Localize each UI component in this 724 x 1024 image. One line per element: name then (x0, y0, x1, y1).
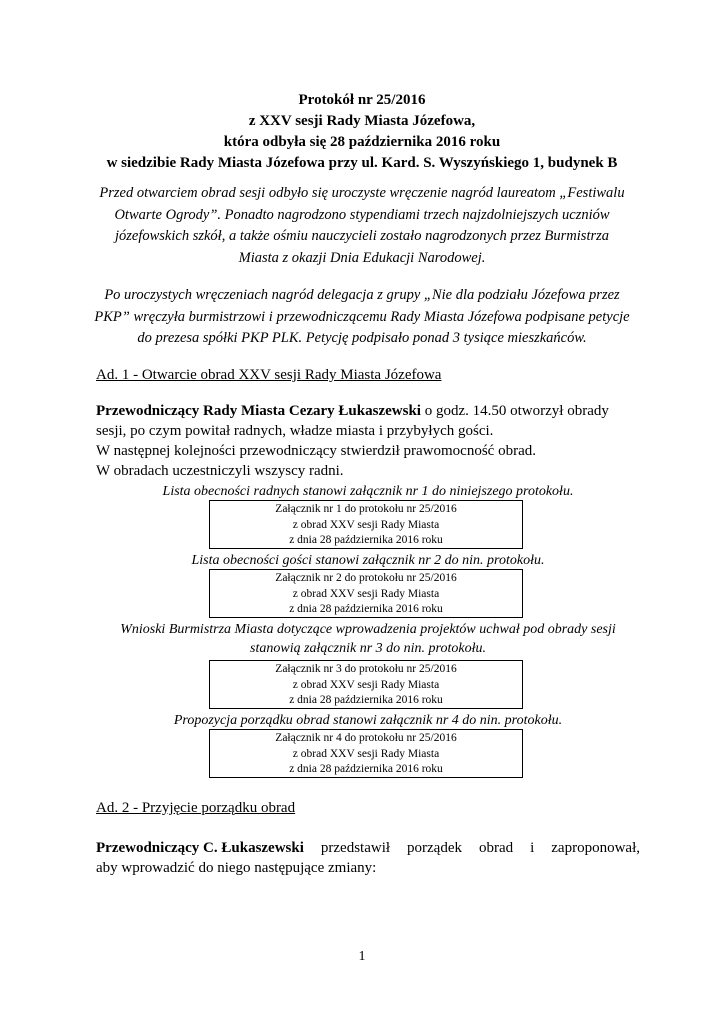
box-line: Załącznik nr 1 do protokołu nr 25/2016 (275, 503, 457, 515)
protocol-header (60, 90, 664, 174)
attachment-box-1 (209, 500, 523, 549)
text-line: aby wprowadzić do niego następujące zmiany: (96, 860, 377, 876)
attachment-box-2 (209, 569, 523, 618)
date-line: która odbyła się 28 października 2016 roku (223, 134, 501, 150)
box-line: z obrad XXV sesji Rady Miasta (292, 747, 440, 760)
attachment-caption-4: Propozycja porządku obrad stanowi załącznik nr 4 do nin. protokołu. (173, 713, 563, 728)
text-line: Miasta z okazji Dnia Edukacji Narodowej. (238, 249, 486, 266)
attachment-caption-2: Lista obecności gości stanowi załącznik nr 2 do nin. protokołu. (191, 553, 545, 568)
text-line: józefowskich szkół, a także ośmiu nauczycieli zostało nagrodzonych przez Burmistrza (114, 228, 610, 244)
text-line (96, 401, 640, 421)
box-line: Załącznik nr 4 do protokołu nr 25/2016 (275, 732, 457, 744)
text-line: sesji, po czym powitał radnych, władze miasta i przybyłych gości. (96, 423, 494, 439)
page-number: 1 (358, 949, 366, 964)
text-line: Po uroczystych wręczeniach nagród delegacja z grupy „Nie dla podziału Józefowa przez (104, 287, 620, 303)
chairman-name: Przewodniczący Rady Miasta Cezary Łukaszewski (96, 403, 421, 419)
word: i (530, 840, 535, 856)
text-line: W obradach uczestniczyli wszyscy radni. (96, 463, 344, 479)
caption-line: Wnioski Burmistrza Miasta dotyczące wprowadzenia projektów uchwał pod obrady sesji (120, 622, 616, 637)
ad2-paragraph (96, 838, 640, 878)
attachment-box-3 (209, 660, 523, 709)
box-line: Załącznik nr 3 do protokołu nr 25/2016 (275, 663, 457, 675)
session-line: z XXV sesji Rady Miasta Józefowa, (248, 113, 476, 129)
section-heading-ad2: Ad. 2 - Przyjęcie porządku obrad (96, 800, 296, 816)
text-line: W następnej kolejności przewodniczący stwierdził prawomocność obrad. (96, 443, 536, 459)
location-line: w siedzibie Rady Miasta Józefowa przy ul. Kard. S. Wyszyńskiego 1, budynek B (106, 155, 618, 171)
word: obrad (478, 840, 514, 856)
ad1-paragraph (96, 401, 640, 481)
intro-paragraph-petition (90, 285, 634, 350)
text-line: Otwarte Ogrody”. Ponadto nagrodzono stypendiami trzech najzdolniejszych uczniów (114, 206, 610, 223)
text-fragment: o godz. 14.50 otworzył obrady (420, 403, 609, 419)
text-line: Przed otwarciem obrad sesji odbyło się uroczyste wręczenie nagród laureatom „Festiwalu (99, 185, 625, 201)
box-line: z obrad XXV sesji Rady Miasta (292, 678, 440, 691)
box-line: z obrad XXV sesji Rady Miasta (292, 587, 440, 600)
box-line: z dnia 28 października 2016 roku (289, 603, 443, 615)
box-line: z dnia 28 października 2016 roku (289, 694, 443, 706)
attachment-caption-1: Lista obecności radnych stanowi załącznik nr 1 do niniejszego protokołu. (162, 484, 574, 499)
caption-line: stanowią załącznik nr 3 do nin. protokołu. (250, 641, 486, 656)
box-line: z dnia 28 października 2016 roku (289, 534, 443, 546)
word: przedstawił (320, 840, 391, 856)
chairman-name: Przewodniczący C. Łukaszewski (96, 840, 304, 856)
protocol-title: Protokół nr 25/2016 (298, 92, 426, 108)
box-line: z obrad XXV sesji Rady Miasta (292, 518, 440, 531)
text-line (96, 838, 640, 858)
box-line: Załącznik nr 2 do protokołu nr 25/2016 (275, 572, 457, 584)
intro-paragraph-awards (90, 183, 634, 269)
text-line: do prezesa spółki PKP PLK. Petycję podpisało ponad 3 tysiące mieszkańców. (137, 330, 587, 346)
attachment-caption-3 (96, 620, 640, 658)
attachment-box-4 (209, 729, 523, 778)
text-line: PKP” wręczyła burmistrzowi i przewodniczącemu Rady Miasta Józefowa podpisane petycje (94, 308, 630, 325)
box-line: z dnia 28 października 2016 roku (289, 763, 443, 775)
section-heading-ad1: Ad. 1 - Otwarcie obrad XXV sesji Rady Miasta Józefowa (96, 367, 442, 383)
word: zaproponował, (551, 840, 640, 856)
word: porządek (407, 840, 462, 856)
